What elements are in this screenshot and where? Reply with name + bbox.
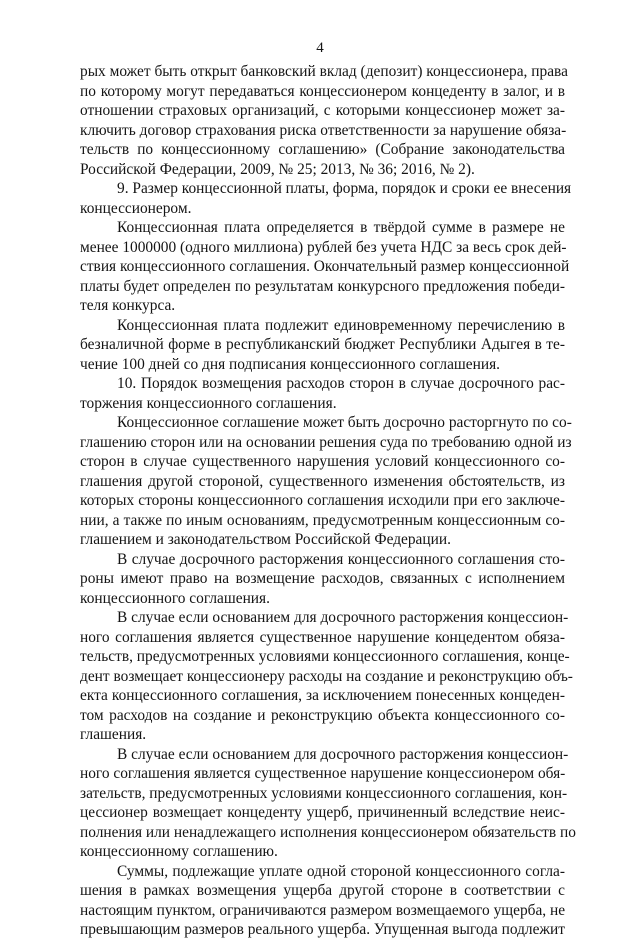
paragraph [80,218,570,316]
paragraph [80,62,568,179]
document-body [80,62,576,940]
text-line: глашением и законодательством Российской Федерации. [80,531,451,548]
text-line: В случае досрочного расторжения концессионного соглашения сто- [117,550,565,568]
paragraph [80,413,572,550]
text-line: чение 100 дней со дня подписания концессионного соглашения. [80,355,501,373]
text-line: Концессионная плата определяется в твёрдой сумме в размере не [117,219,565,236]
text-line: 9. Размер концессионной платы, форма, порядок и сроки ее внесения [117,180,572,197]
text-line: теля конкурса. [80,297,176,314]
text-line: ного соглашения является существенное нарушение концедентом обяза- [80,628,565,646]
paragraph [80,608,573,745]
text-line: платы будет определен по результатам конкурсного предложения победи- [80,277,565,295]
text-line: по которому могут передаваться концессионером концеденту в залог, и в [80,82,565,100]
paragraph [80,374,565,413]
text-line: сторон в случае существенного нарушения условий концессионного со- [80,453,565,470]
text-line: нии, а также по иным основаниям, предусмотренным концессионным со- [80,511,565,529]
text-line: ного соглашения является существенное нарушение концессионером обя- [80,765,566,782]
text-line: отношении страховых организаций, с которыми концессионер может за- [80,102,565,119]
text-line: концессионного соглашения. [80,589,270,607]
paragraph [80,745,576,862]
text-line: Концессионная плата подлежит единовременному перечислению в [117,316,565,334]
text-line: менее 1000000 (одного миллиона) рублей без учета НДС за весь срок дей- [80,238,567,256]
text-line: ствия концессионного соглашения. Окончательный размер концессионной [80,258,570,275]
paragraph [80,316,565,375]
text-line: настоящим пунктом, ограничиваются размером возмещаемого ущерба, не [80,901,566,919]
text-line: тельств по концессионному соглашению» (Собрание законодательства [80,141,565,158]
paragraph [80,550,565,609]
text-line: Суммы, подлежащие уплате одной стороной концессионного согла- [117,862,565,880]
text-line: шения в рамках возмещения ущерба другой стороне в соответствии с [80,882,565,899]
text-line: концессионером. [80,199,192,217]
text-line: зательств, предусмотренных условиями концессионного соглашения, кон- [80,784,568,802]
text-line: В случае если основанием для досрочного расторжения концессион- [117,609,569,626]
text-line: Концессионное соглашение может быть досрочно расторгнуто по со- [117,414,572,431]
text-line: рых может быть открыт банковский вклад (депозит) концессионера, права [80,63,568,80]
text-line: тельств, предусмотренных условиями концессионного соглашения, конце- [80,648,570,665]
paragraph [80,179,572,218]
text-line: которых стороны концессионного соглашения исходили при его заключе- [80,492,565,509]
text-line: дент возмещает концессионеру расходы на создание и реконструкцию объ- [80,667,573,685]
text-line: том расходов на создание и реконструкцию объекта концессионного со- [80,706,565,724]
text-line: ключить договор страхования риска ответственности за нарушение обяза- [80,121,567,139]
text-line: торжения концессионного соглашения. [80,394,337,412]
text-line: В случае если основанием для досрочного расторжения концессион- [117,745,569,763]
text-line: глашения другой стороной, существенного изменения обстоятельств, из [80,472,565,490]
text-line: екта концессионного соглашения, за исключением понесенных концеден- [80,687,565,704]
text-line: Российской Федерации, 2009, № 25; 2013, № 36; 2016, № 2). [80,160,475,178]
text-line: безналичной форме в республиканский бюджет Республики Адыгея в те- [80,336,565,353]
text-line: глашению сторон или на основании решения суда по требованию одной из [80,433,572,451]
text-line: концессионному соглашению. [80,843,278,860]
paragraph [80,862,565,940]
text-line: роны имеют право на возмещение расходов, связанных с исполнением [80,570,565,587]
text-line: превышающим размеров реального ущерба. Упущенная выгода подлежит [80,921,566,938]
text-line: глашения. [80,726,147,743]
text-line: цессионер возмещает концеденту ущерб, причиненный вследствие неис- [80,804,565,821]
text-line: 10. Порядок возмещения расходов сторон в случае досрочного рас- [117,375,565,392]
page-number: 4 [316,40,324,56]
text-line: полнения или ненадлежащего исполнения концессионером обязательств по [80,823,576,841]
